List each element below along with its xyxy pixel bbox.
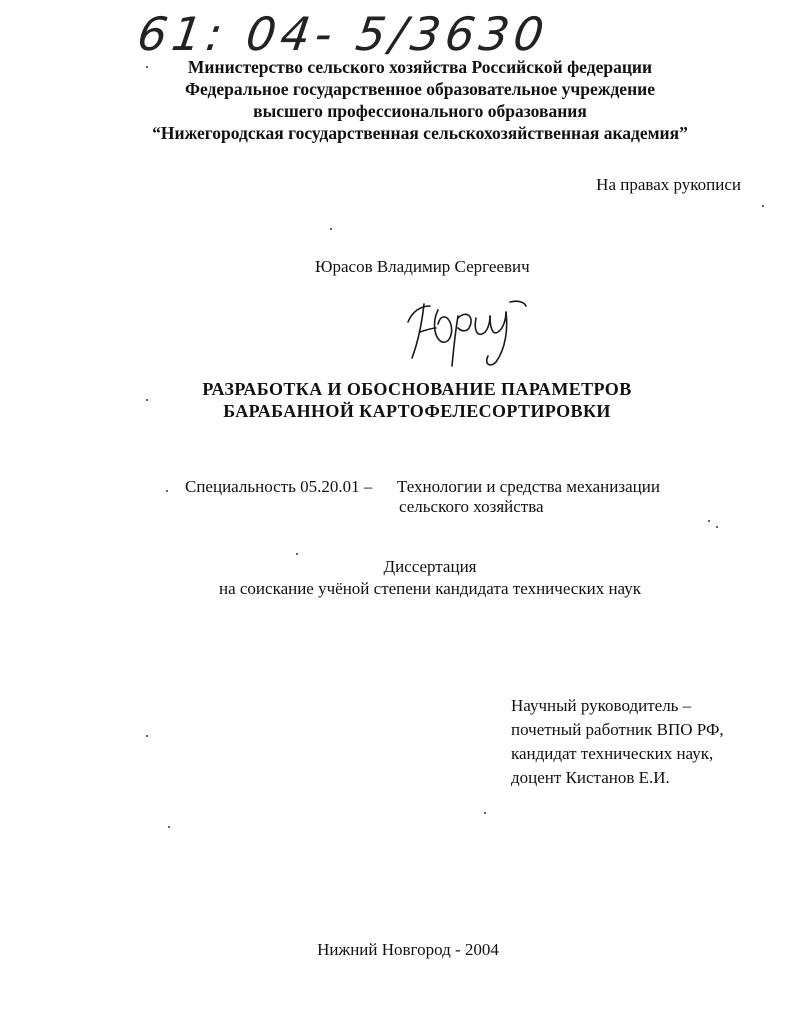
- header-education-level: высшего профессионального образования: [253, 101, 587, 121]
- specialty-label: Специальность 05.20.01 –: [185, 477, 373, 496]
- advisor-line-1: Научный руководитель –: [511, 696, 692, 715]
- signature-icon: [402, 292, 542, 372]
- scan-speck: [146, 735, 148, 737]
- dissertation-purpose: [0, 556, 799, 600]
- scan-speck: [166, 490, 168, 492]
- scan-speck: [762, 205, 764, 207]
- scan-speck: [484, 812, 486, 814]
- advisor-line-3: кандидат технических наук,: [511, 744, 714, 763]
- institution-header: [0, 56, 799, 144]
- city-and-year: Нижний Новгород - 2004: [317, 940, 499, 959]
- specialty-value-line-2: сельского хозяйства: [399, 497, 544, 516]
- scan-speck: [146, 66, 148, 68]
- handwritten-code-text: 61: 04- 5/3630: [134, 7, 553, 61]
- scan-speck: [296, 553, 298, 555]
- header-academy-name: “Нижегородская государственная сельскохозяйственная академия”: [152, 123, 688, 143]
- dissertation-title: [0, 378, 799, 422]
- scientific-advisor: [511, 694, 724, 790]
- advisor-line-4: доцент Кистанов Е.И.: [511, 768, 670, 787]
- scan-speck: [146, 399, 148, 401]
- manuscript-rights-note: На правах рукописи: [596, 175, 741, 194]
- specialty-value: [397, 477, 660, 517]
- header-institution-type: Федеральное государственное образовательное учреждение: [184, 79, 656, 99]
- scan-speck: [708, 520, 710, 522]
- title-line-1: РАЗРАБОТКА И ОБОСНОВАНИЕ ПАРАМЕТРОВ: [202, 379, 632, 399]
- scan-speck: [716, 526, 718, 528]
- scan-speck: [330, 228, 332, 230]
- specialty-value-line-1: Технологии и средства механизации: [397, 477, 660, 496]
- scan-speck: [168, 826, 170, 828]
- advisor-line-2: почетный работник ВПО РФ,: [511, 720, 724, 739]
- dissertation-label: Диссертация: [383, 557, 477, 576]
- header-ministry: Министерство сельского хозяйства Российской федерации: [187, 57, 653, 77]
- title-line-2: БАРАБАННОЙ КАРТОФЕЛЕСОРТИРОВКИ: [223, 401, 611, 421]
- degree-sought: на соискание учёной степени кандидата технических наук: [218, 579, 641, 598]
- author-name: Юрасов Владимир Сергеевич: [315, 257, 530, 276]
